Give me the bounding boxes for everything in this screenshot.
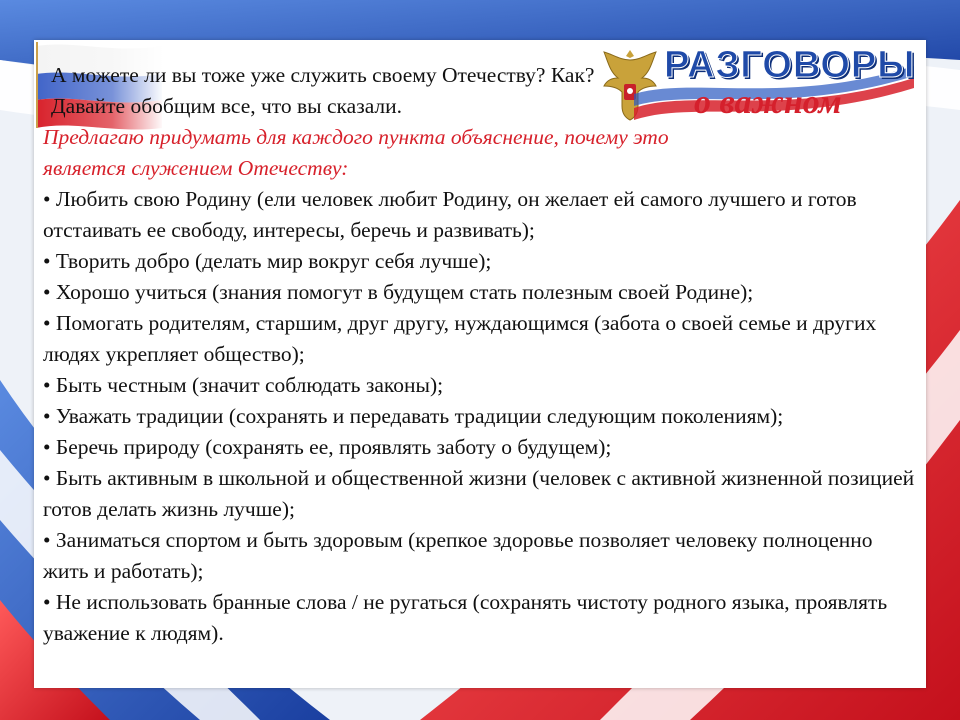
logo-subtitle: о важном [694,84,842,121]
intro-line-2: Давайте обобщим все, что вы сказали. [51,94,403,118]
logo-title: РАЗГОВОРЫ [664,44,916,86]
bullet-item: • Быть активным в школьной и общественной жизни (человек с активной жизненной позицией готов делать жизнь лучше); [43,466,915,521]
bullet-item: • Не использовать бранные слова / не ругаться (сохранять чистоту родного языка, проявлять уважение к людям). [43,590,888,645]
bullet-item: • Заниматься спортом и быть здоровым (крепкое здоровье позволяет человеку полноценно жить и работать); [43,528,873,583]
prompt-line-2: является служением Отечеству: [43,156,349,180]
bullet-item: • Помогать родителям, старшим, друг другу, нуждающимся (забота о своей семье и других людях укрепляет общество); [43,311,877,366]
bullet-item: • Быть честным (значит соблюдать законы); [43,373,444,397]
bullet-item: • Беречь природу (сохранять ее, проявлять заботу о будущем); [43,435,612,459]
bullet-item: • Уважать традиции (сохранять и передавать традиции следующим поколениям); [43,404,784,428]
bullet-item: • Хорошо учиться (знания помогут в будущем стать полезным своей Родине); [43,280,754,304]
bullet-item: • Творить добро (делать мир вокруг себя лучше); [43,249,492,273]
prompt-line-1: Предлагаю придумать для каждого пункта объяснение, почему это [43,125,669,149]
bullet-item: • Любить свою Родину (ели человек любит Родину, он желает ей самого лучшего и готов отстаивать ее свободу, интересы, беречь и развивать); [43,187,857,242]
intro-line-1: А можете ли вы тоже уже служить своему Отечеству? Как? [51,63,595,87]
slide-text [43,60,923,649]
